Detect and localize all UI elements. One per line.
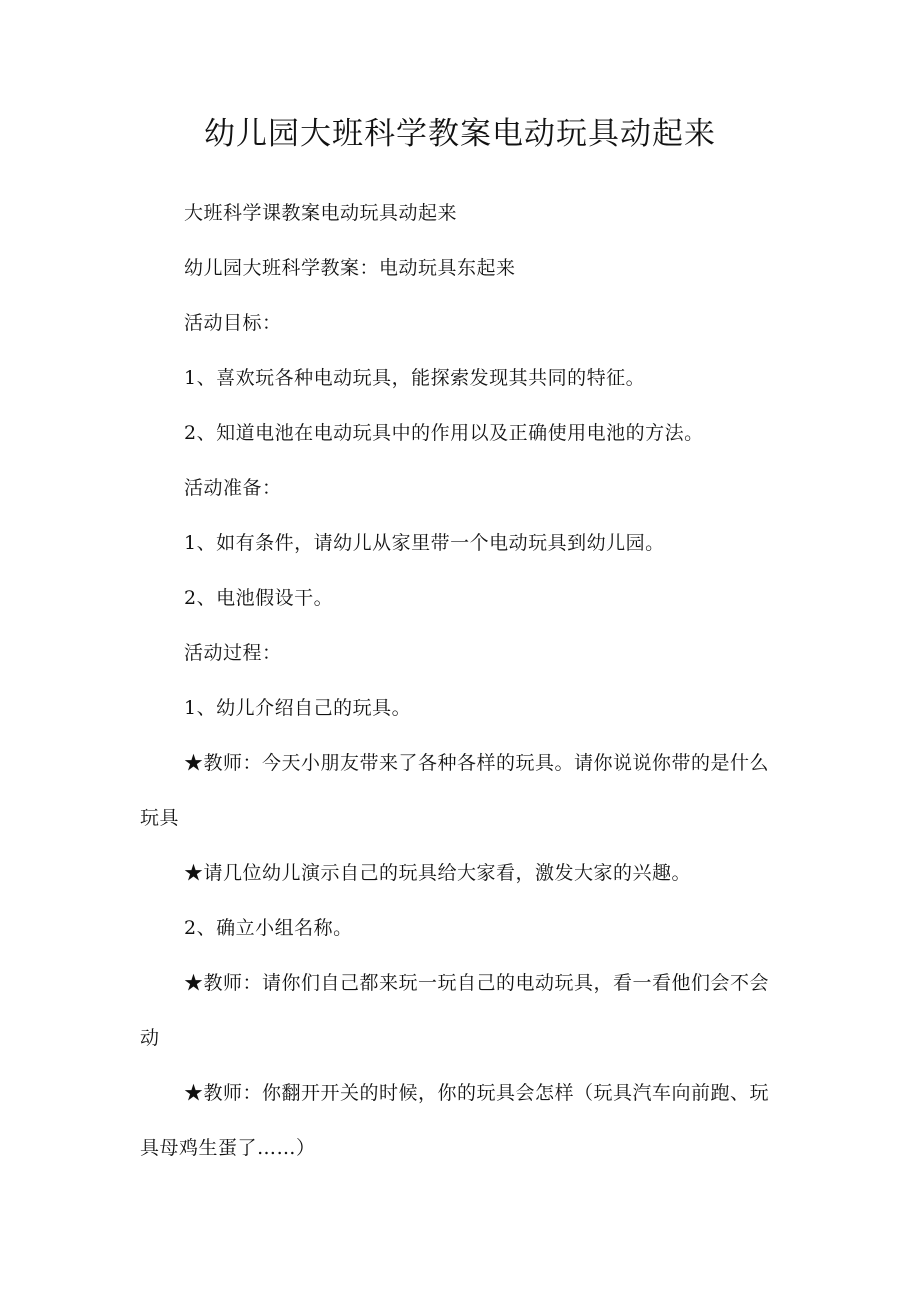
paragraph: 大班科学课教案电动玩具动起来	[184, 202, 458, 224]
section-heading: 活动过程：	[184, 642, 282, 664]
paragraph: ★教师：请你们自己都来玩一玩自己的电动玩具，看一看他们会不会动	[140, 972, 770, 1049]
section-heading: 活动准备：	[184, 477, 282, 499]
list-item: 2、知道电池在电动玩具中的作用以及正确使用电池的方法。	[184, 422, 704, 444]
list-item: 2、电池假设干。	[184, 587, 334, 609]
section-heading: 活动目标：	[184, 312, 282, 334]
paragraph: ★请几位幼儿演示自己的玩具给大家看，激发大家的兴趣。	[184, 862, 692, 884]
paragraph: ★教师：你翻开开关的时候，你的玩具会怎样（玩具汽车向前跑、玩具母鸡生蛋了……）	[140, 1082, 770, 1159]
paragraph: 幼儿园大班科学教案：电动玩具东起来	[184, 257, 516, 279]
document-body	[140, 186, 780, 1176]
list-item: 1、喜欢玩各种电动玩具，能探索发现其共同的特征。	[184, 367, 646, 389]
list-item: 1、幼儿介绍自己的玩具。	[184, 697, 412, 719]
paragraph: ★教师：今天小朋友带来了各种各样的玩具。请你说说你带的是什么玩具	[140, 752, 770, 829]
list-item: 1、如有条件，请幼儿从家里带一个电动玩具到幼儿园。	[184, 532, 665, 554]
list-item: 2、确立小组名称。	[184, 917, 353, 939]
document-title: 幼儿园大班科学教案电动玩具动起来	[204, 116, 716, 152]
